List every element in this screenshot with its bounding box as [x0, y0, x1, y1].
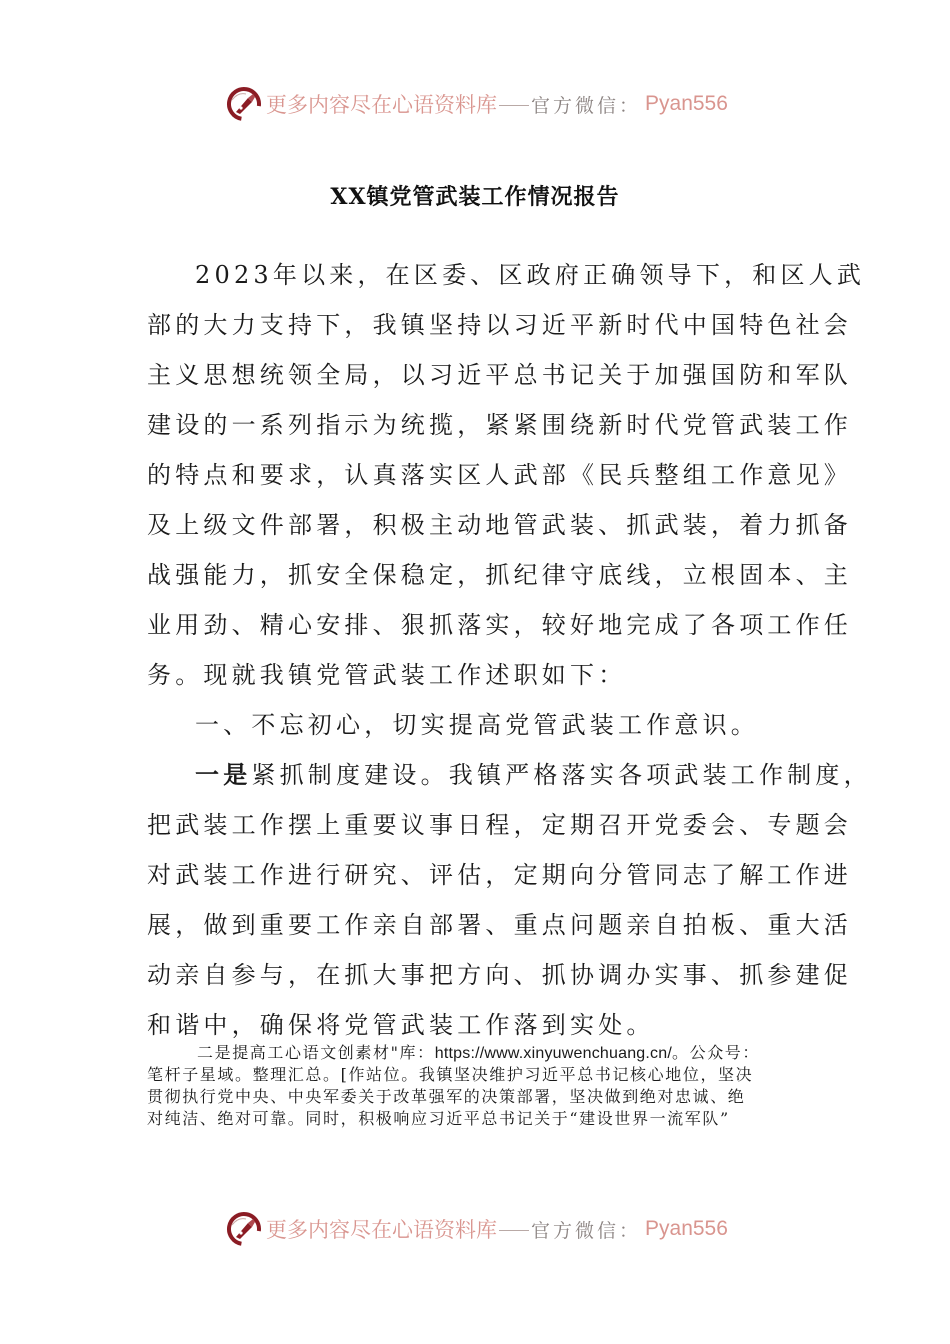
website-link[interactable]: https://www.xinyuwenchuang.cn/ [434, 1045, 672, 1062]
paragraph-line: 建设的一系列指示为统揽，紧紧围绕新时代党管武装工作 [147, 411, 852, 439]
document-body [147, 250, 872, 1050]
watermark-wechat-id: Pyan556 [645, 92, 728, 115]
watermark-dash [499, 1230, 529, 1231]
pen-nib-logo-icon [226, 86, 262, 122]
small-text-paragraph [147, 1042, 807, 1130]
paragraph-line: 战强能力，抓安全保稳定，抓纪律守底线，立根固本、主 [147, 561, 852, 589]
small-line [147, 1042, 807, 1064]
watermark-banner-bottom [226, 1207, 728, 1251]
pen-nib-logo-icon [226, 1211, 262, 1247]
watermark-dash [499, 105, 529, 106]
small-line-prefix: 二是提高工心语文创素材"库： [197, 1043, 435, 1062]
paragraph-line: 展，做到重要工作亲自部署、重点问题亲自拍板、重大活 [147, 911, 852, 939]
paragraph-line: 及上级文件部署，积极主动地管武装、抓武装，着力抓备 [147, 511, 852, 539]
item-first-line [147, 750, 872, 800]
section-heading: 一、不忘初心，切实提高党管武装工作意识。 [195, 711, 759, 739]
paragraph-line: 2023年以来，在区委、区政府正确领导下，和区人武 [195, 261, 866, 289]
watermark-official-label: 官方微信： [531, 94, 642, 117]
paragraph-line: 把武装工作摆上重要议事日程，定期召开党委会、专题会 [147, 811, 852, 839]
item-lead: 一是 [195, 760, 252, 789]
paragraph-line: 主义思想统领全局，以习近平总书记关于加强国防和军队 [147, 361, 852, 389]
watermark-wechat-id: Pyan556 [645, 1217, 728, 1240]
watermark-official-label: 官方微信： [531, 1219, 642, 1242]
paragraph-line: 务。现就我镇党管武装工作述职如下： [147, 661, 627, 689]
small-line: 贯彻执行党中央、中央军委关于改革强军的决策部署，坚决做到绝对忠诚、绝 [147, 1087, 746, 1106]
paragraph-line: 动亲自参与，在抓大事把方向、抓协调办实事、抓参建促 [147, 961, 852, 989]
watermark-main-text: 更多内容尽在心语资料库 [266, 1218, 497, 1242]
paragraph-line: 对武装工作进行研究、评估，定期向分管同志了解工作进 [147, 861, 852, 889]
document-title: XX镇党管武装工作情况报告 [330, 184, 620, 210]
paragraph-line: 和谐中，确保将党管武装工作落到实处。 [147, 1011, 655, 1039]
small-line: 笔杆子星域。整理汇总。[作站位。我镇坚决维护习近平总书记核心地位，坚决 [147, 1065, 754, 1084]
paragraph-line: 的特点和要求，认真落实区人武部《民兵整组工作意见》 [147, 461, 852, 489]
paragraph-line: 部的大力支持下，我镇坚持以习近平新时代中国特色社会 [147, 311, 852, 339]
paragraph-line: 业用劲、精心安排、狠抓落实，较好地完成了各项工作任 [147, 611, 852, 639]
small-line-suffix: 。公众号： [672, 1043, 761, 1062]
item-first-line-text: 紧抓制度建设。我镇严格落实各项武装工作制度， [251, 761, 872, 789]
watermark-main-text: 更多内容尽在心语资料库 [266, 93, 497, 117]
watermark-banner-top [226, 82, 728, 126]
small-line: 对纯洁、绝对可靠。同时，积极响应习近平总书记关于“建设世界一流军队” [147, 1109, 730, 1128]
